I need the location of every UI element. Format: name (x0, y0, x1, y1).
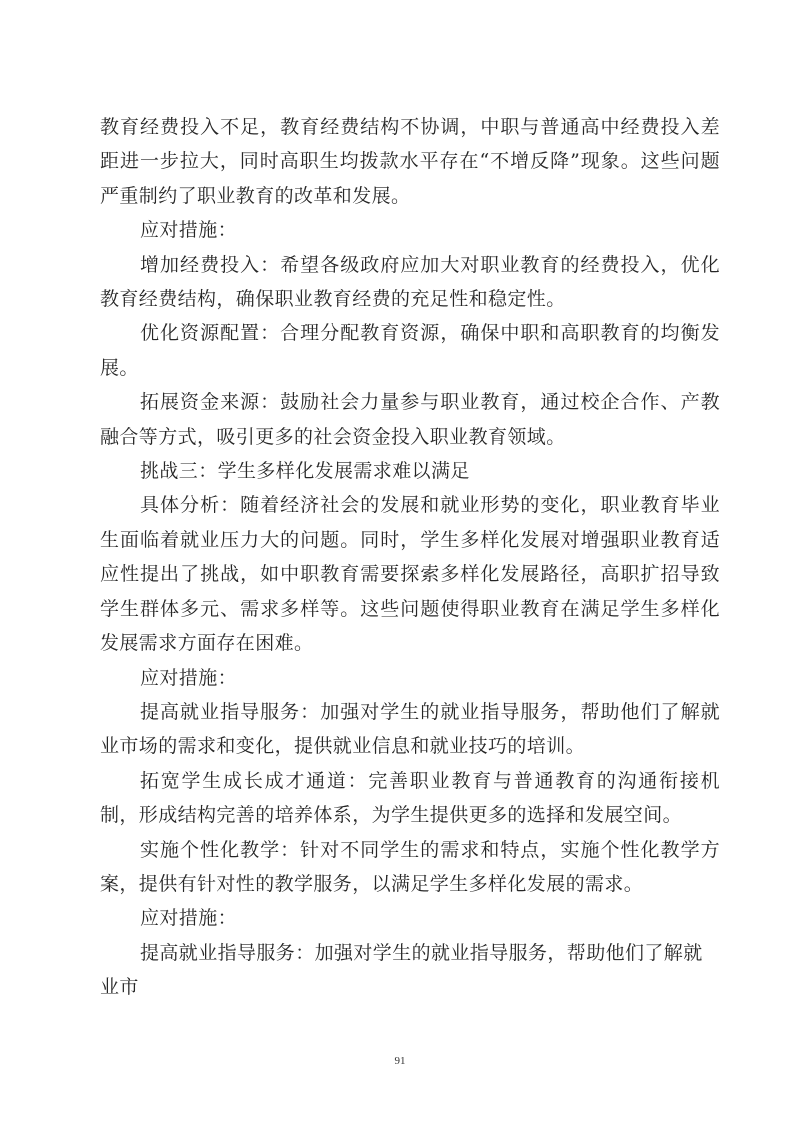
paragraph-employment-guidance: 提高就业指导服务：加强对学生的就业指导服务，帮助他们了解就业市场的需求和变化，提供就业信息和就业技巧的培训。 (100, 700, 720, 758)
heading-measures: 应对措施： (140, 219, 238, 242)
paragraph-increase-funding: 增加经费投入：希望各级政府应加大对职业教育的经费投入，优化教育经费结构，确保职业教育经费的充足性和稳定性。 (100, 253, 720, 311)
page-body (100, 110, 720, 1005)
paragraph-specific-analysis: 具体分析：随着经济社会的发展和就业形势的变化，职业教育毕业生面临着就业压力大的问题。同时，学生多样化发展对增强职业教育适应性提出了挑战，如中职教育需要探索多样化发展路径，高职扩招导致学生群体多元、需求多样等。这些问题使得职业教育在满足学生多样化发展需求方面存在困难。 (100, 494, 720, 655)
paragraph-optimize-resources: 优化资源配置：合理分配教育资源，确保中职和高职教育的均衡发展。 (100, 322, 720, 379)
paragraph-expand-funding-sources: 拓展资金来源：鼓励社会力量参与职业教育，通过校企合作、产教融合等方式，吸引更多的社会资金投入职业教育领域。 (100, 391, 720, 448)
paragraph-growth-channels: 拓宽学生成长成才通道：完善职业教育与普通教育的沟通衔接机制，形成结构完善的培养体系，为学生提供更多的选择和发展空间。 (100, 769, 720, 827)
heading-measures: 应对措施： (140, 907, 238, 930)
page-number: 91 (394, 1055, 406, 1067)
paragraph-personalized-teaching: 实施个性化教学：针对不同学生的需求和特点，实施个性化教学方案，提供有针对性的教学服务，以满足学生多样化发展的需求。 (100, 838, 720, 895)
heading-challenge-three: 挑战三：学生多样化发展需求难以满足 (140, 460, 470, 483)
heading-measures: 应对措施： (140, 666, 238, 689)
paragraph-continuation: 教育经费投入不足，教育经费结构不协调，中职与普通高中经费投入差距进一步拉大，同时高职生均拨款水平存在“不增反降”现象。这些问题严重制约了职业教育的改革和发展。 (100, 116, 720, 207)
paragraph-employment-guidance-repeat: 提高就业指导服务：加强对学生的就业指导服务，帮助他们了解就业市 (100, 941, 703, 999)
